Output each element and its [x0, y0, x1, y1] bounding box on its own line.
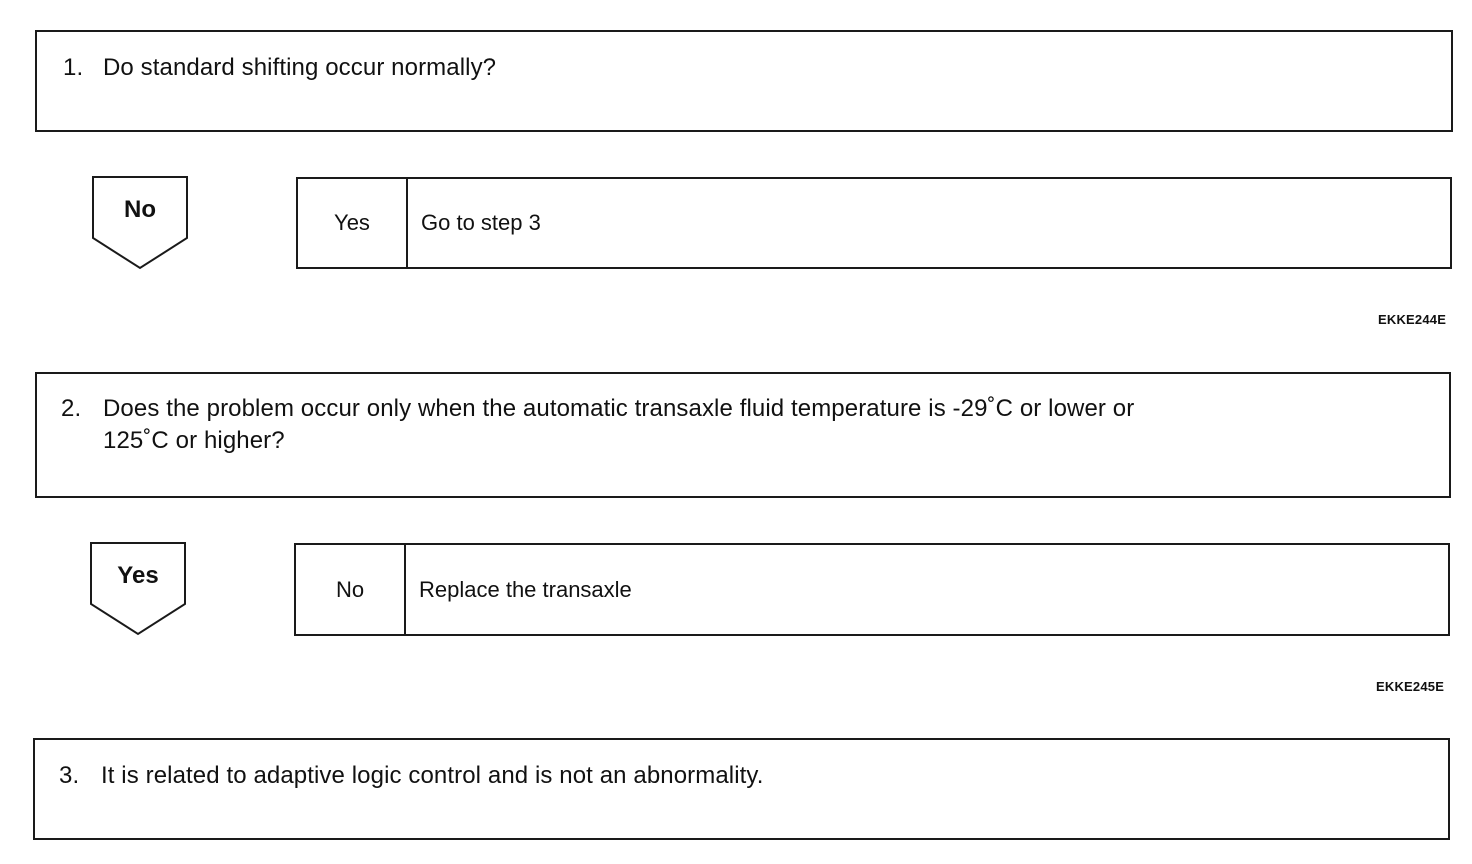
step-2-question-line2: 125˚C or higher? — [103, 427, 285, 454]
step-2-question-line1: Does the problem occur only when the automatic transaxle fluid temperature is -29˚C or lower or — [103, 395, 1135, 422]
step-3-statement: It is related to adaptive logic control and is not an abnormality. — [101, 762, 764, 789]
step-2-box — [35, 372, 1451, 498]
step-3-box — [33, 738, 1450, 840]
step-1-number: 1. — [63, 54, 84, 81]
figure-2-code: EKKE245E — [1376, 679, 1445, 694]
step-2-number: 2. — [61, 395, 82, 422]
step-1-result-action: Go to step 3 — [421, 210, 541, 235]
step-2-result-box — [294, 543, 1450, 636]
step-3-number: 3. — [59, 762, 80, 789]
step-2-continue-label: Yes — [117, 562, 159, 589]
step-2-continue-arrow — [90, 542, 186, 636]
step-1-box — [35, 30, 1453, 132]
step-1-result-condition: Yes — [298, 179, 408, 267]
step-1-question: Do standard shifting occur normally? — [103, 54, 497, 81]
step-2-result-action: Replace the transaxle — [419, 576, 632, 602]
step-1-continue-label: No — [124, 196, 156, 223]
step-2-result-condition: No — [296, 545, 406, 634]
figure-1-code: EKKE244E — [1378, 312, 1447, 327]
step-1-continue-arrow — [92, 176, 188, 270]
step-1-result-box — [296, 177, 1452, 269]
